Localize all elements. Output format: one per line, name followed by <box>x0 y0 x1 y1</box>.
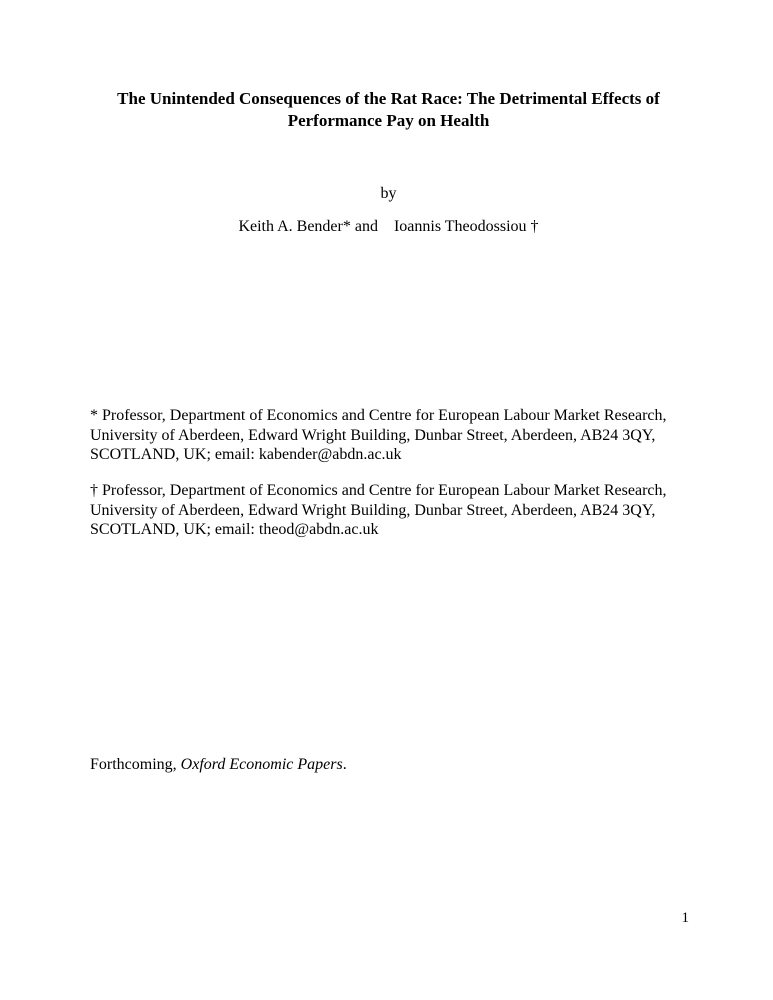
author-footnote-first: * Professor, Department of Economics and Centre for European Labour Market Research, University of Aberdeen, Edward Wright Building, Dunbar Street, Aberdeen, AB24 3QY, SCOTLAND, UK; email: kabender@abdn.ac.uk <box>90 407 667 463</box>
forthcoming-line <box>90 755 687 775</box>
author-footnote-second: † Professor, Department of Economics and Centre for European Labour Market Research, University of Aberdeen, Edward Wright Building, Dunbar Street, Aberdeen, AB24 3QY, SCOTLAND, UK; email: theod@abdn.ac.uk <box>90 482 667 538</box>
forthcoming-suffix: . <box>342 756 347 773</box>
forthcoming-prefix: Forthcoming, <box>90 756 181 773</box>
byline: by <box>380 185 397 202</box>
authors-line: Keith A. Bender* and Ioannis Theodossiou † <box>238 218 539 235</box>
forthcoming-journal-title: Oxford Economic Papers <box>180 756 343 773</box>
paper-title: The Unintended Consequences of the Rat Race: The Detrimental Effects of Performance Pay on Health <box>117 89 660 130</box>
page-number: 1 <box>681 910 689 926</box>
